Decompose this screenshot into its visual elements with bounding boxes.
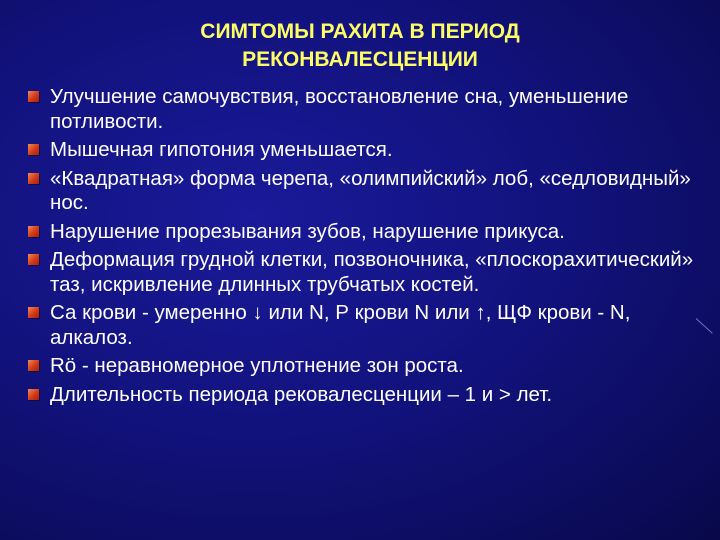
- bullet-text: Улучшение самочувствия, восстановление сна, уменьшение потливости.: [50, 85, 629, 133]
- bullet-item: [24, 248, 714, 297]
- bullet-item: [24, 167, 714, 216]
- bullet-text: Са крови - умеренно ↓ или N, Р крови N или ↑, ЩФ крови - N, алкалоз.: [50, 301, 631, 349]
- title-line-2: РЕКОНВАЛЕСЦЕНЦИИ: [242, 48, 478, 71]
- square-bullet-icon: [28, 254, 39, 265]
- bullet-item: [24, 220, 714, 245]
- bullet-text: Деформация грудной клетки, позвоночника, «плоскорахитический» таз, искривление длинных трубчатых костей.: [50, 248, 694, 296]
- bullet-text: «Квадратная» форма черепа, «олимпийский» лоб, «седловидный» нос.: [50, 166, 691, 214]
- square-bullet-icon: [28, 389, 39, 400]
- square-bullet-icon: [28, 144, 39, 155]
- bullet-text: Мышечная гипотония уменьшается.: [50, 138, 393, 161]
- square-bullet-icon: [28, 360, 39, 371]
- bullet-item: [24, 354, 714, 379]
- square-bullet-icon: [28, 226, 39, 237]
- square-bullet-icon: [28, 307, 39, 318]
- bullet-item: [24, 301, 714, 350]
- bullet-text: Длительность периода рековалесценции – 1 и > лет.: [50, 382, 553, 406]
- square-bullet-icon: [28, 91, 39, 102]
- slide-title: [0, 18, 720, 74]
- bullet-list: [24, 85, 714, 411]
- bullet-text: Rö - неравномерное уплотнение зон роста.: [50, 354, 464, 377]
- bullet-text: Нарушение прорезывания зубов, нарушение прикуса.: [50, 219, 565, 243]
- square-bullet-icon: [28, 173, 39, 184]
- bullet-item: [24, 383, 714, 408]
- title-line-1: СИМТОМЫ РАХИТА В ПЕРИОД: [200, 20, 520, 43]
- bullet-item: [24, 138, 714, 163]
- bullet-item: [24, 85, 714, 134]
